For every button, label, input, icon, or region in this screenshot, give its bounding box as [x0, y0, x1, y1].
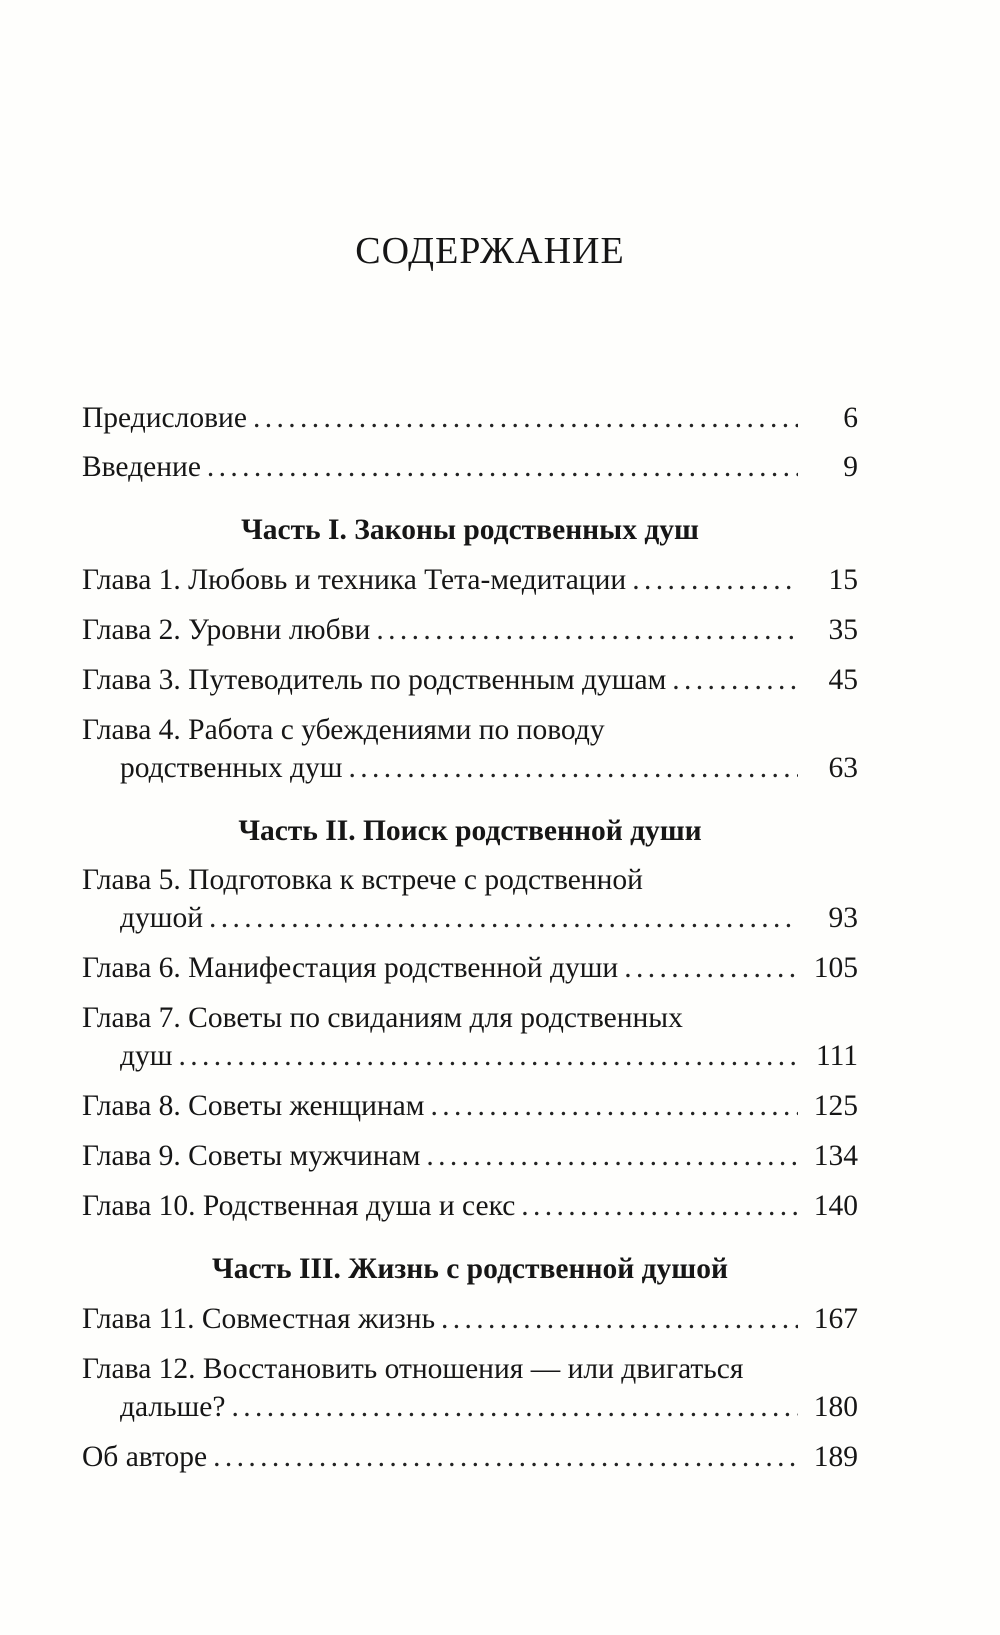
toc-entry-label-continued: родственных душ	[120, 752, 343, 784]
part-heading: Часть III. Жизнь с родственной душой	[212, 1253, 728, 1285]
toc-entry-preface	[82, 398, 858, 438]
toc-page-number: 140	[813, 1190, 858, 1222]
toc-page-number: 180	[813, 1391, 858, 1423]
toc-page-number: 15	[828, 564, 858, 596]
toc-entry-chapter-12	[82, 1353, 858, 1427]
toc-page-number: 125	[813, 1090, 858, 1122]
toc-entry-label: Глава 8. Советы женщинам	[82, 1090, 425, 1122]
toc-entry-label: Глава 9. Советы мужчинам	[82, 1140, 421, 1172]
toc-page-number: 35	[828, 614, 858, 646]
toc-entry-label: Глава 5. Подготовка к встрече с родственной	[82, 864, 643, 896]
toc-entry-chapter-10	[82, 1186, 858, 1226]
dot-leader	[253, 398, 798, 438]
toc-entry-chapter-8	[82, 1086, 858, 1126]
toc-page-number: 167	[813, 1303, 858, 1335]
toc-entry-about-author	[82, 1437, 858, 1477]
toc-entry-label-continued: дальше?	[120, 1391, 226, 1423]
toc-entry-chapter-6	[82, 948, 858, 988]
toc-entry-chapter-1	[82, 560, 858, 600]
toc-page-number: 111	[815, 1040, 858, 1072]
dot-leader	[632, 560, 798, 600]
dot-leader	[207, 447, 798, 487]
toc-page-number: 93	[828, 902, 858, 934]
toc-page-number: 134	[813, 1140, 858, 1172]
toc-entry-label: Глава 4. Работа с убеждениями по поводу	[82, 714, 605, 746]
toc-page-number: 189	[813, 1441, 858, 1473]
dot-leader	[521, 1186, 798, 1226]
toc-entry-chapter-2	[82, 610, 858, 650]
toc-entry-chapter-3	[82, 660, 858, 700]
toc-page-number: 45	[828, 664, 858, 696]
toc-entry-label-continued: душой	[120, 902, 204, 934]
toc-entry-chapter-9	[82, 1136, 858, 1176]
toc-entry-label: Глава 11. Совместная жизнь	[82, 1303, 436, 1335]
toc-entry-chapter-4	[82, 714, 858, 788]
toc-page-number: 63	[828, 752, 858, 784]
toc-entry-label: Глава 12. Восстановить отношения — или двигаться	[82, 1353, 744, 1385]
dot-leader	[624, 948, 798, 988]
toc-entry-label: Глава 6. Манифестация родственной души	[82, 952, 619, 984]
dot-leader	[426, 1136, 798, 1176]
toc-entry-chapter-7	[82, 1002, 858, 1076]
part-heading: Часть II. Поиск родственной души	[238, 815, 702, 847]
dot-leader	[213, 1437, 798, 1477]
dot-leader	[231, 1387, 798, 1427]
toc-page-number: 6	[843, 402, 858, 434]
toc-entry-label: Глава 1. Любовь и техника Тета-медитации	[82, 564, 627, 596]
dot-leader	[430, 1086, 798, 1126]
dot-leader	[349, 748, 799, 788]
toc-entry-introduction	[82, 447, 858, 487]
dot-leader	[178, 1036, 798, 1076]
toc-page-number: 9	[843, 451, 858, 483]
toc-entry-label: Предисловие	[82, 402, 247, 434]
dot-leader	[209, 898, 798, 938]
dot-leader	[672, 660, 798, 700]
page-title: СОДЕРЖАНИЕ	[355, 230, 625, 272]
toc-entry-label: Введение	[82, 451, 201, 483]
toc-entry-label: Глава 2. Уровни любви	[82, 614, 371, 646]
dot-leader	[376, 610, 798, 650]
part-heading: Часть I. Законы родственных душ	[241, 514, 699, 546]
toc-entry-label: Глава 3. Путеводитель по родственным душам	[82, 664, 667, 696]
toc-entry-label: Об авторе	[82, 1441, 208, 1473]
toc-entry-chapter-5	[82, 864, 858, 938]
dot-leader	[441, 1299, 798, 1339]
toc-page-number: 105	[813, 952, 858, 984]
toc-entry-label-continued: душ	[120, 1040, 173, 1072]
toc-entry-label: Глава 10. Родственная душа и секс	[82, 1190, 516, 1222]
toc-entry-chapter-11	[82, 1299, 858, 1339]
toc-entry-label: Глава 7. Советы по свиданиям для родственных	[82, 1002, 683, 1034]
